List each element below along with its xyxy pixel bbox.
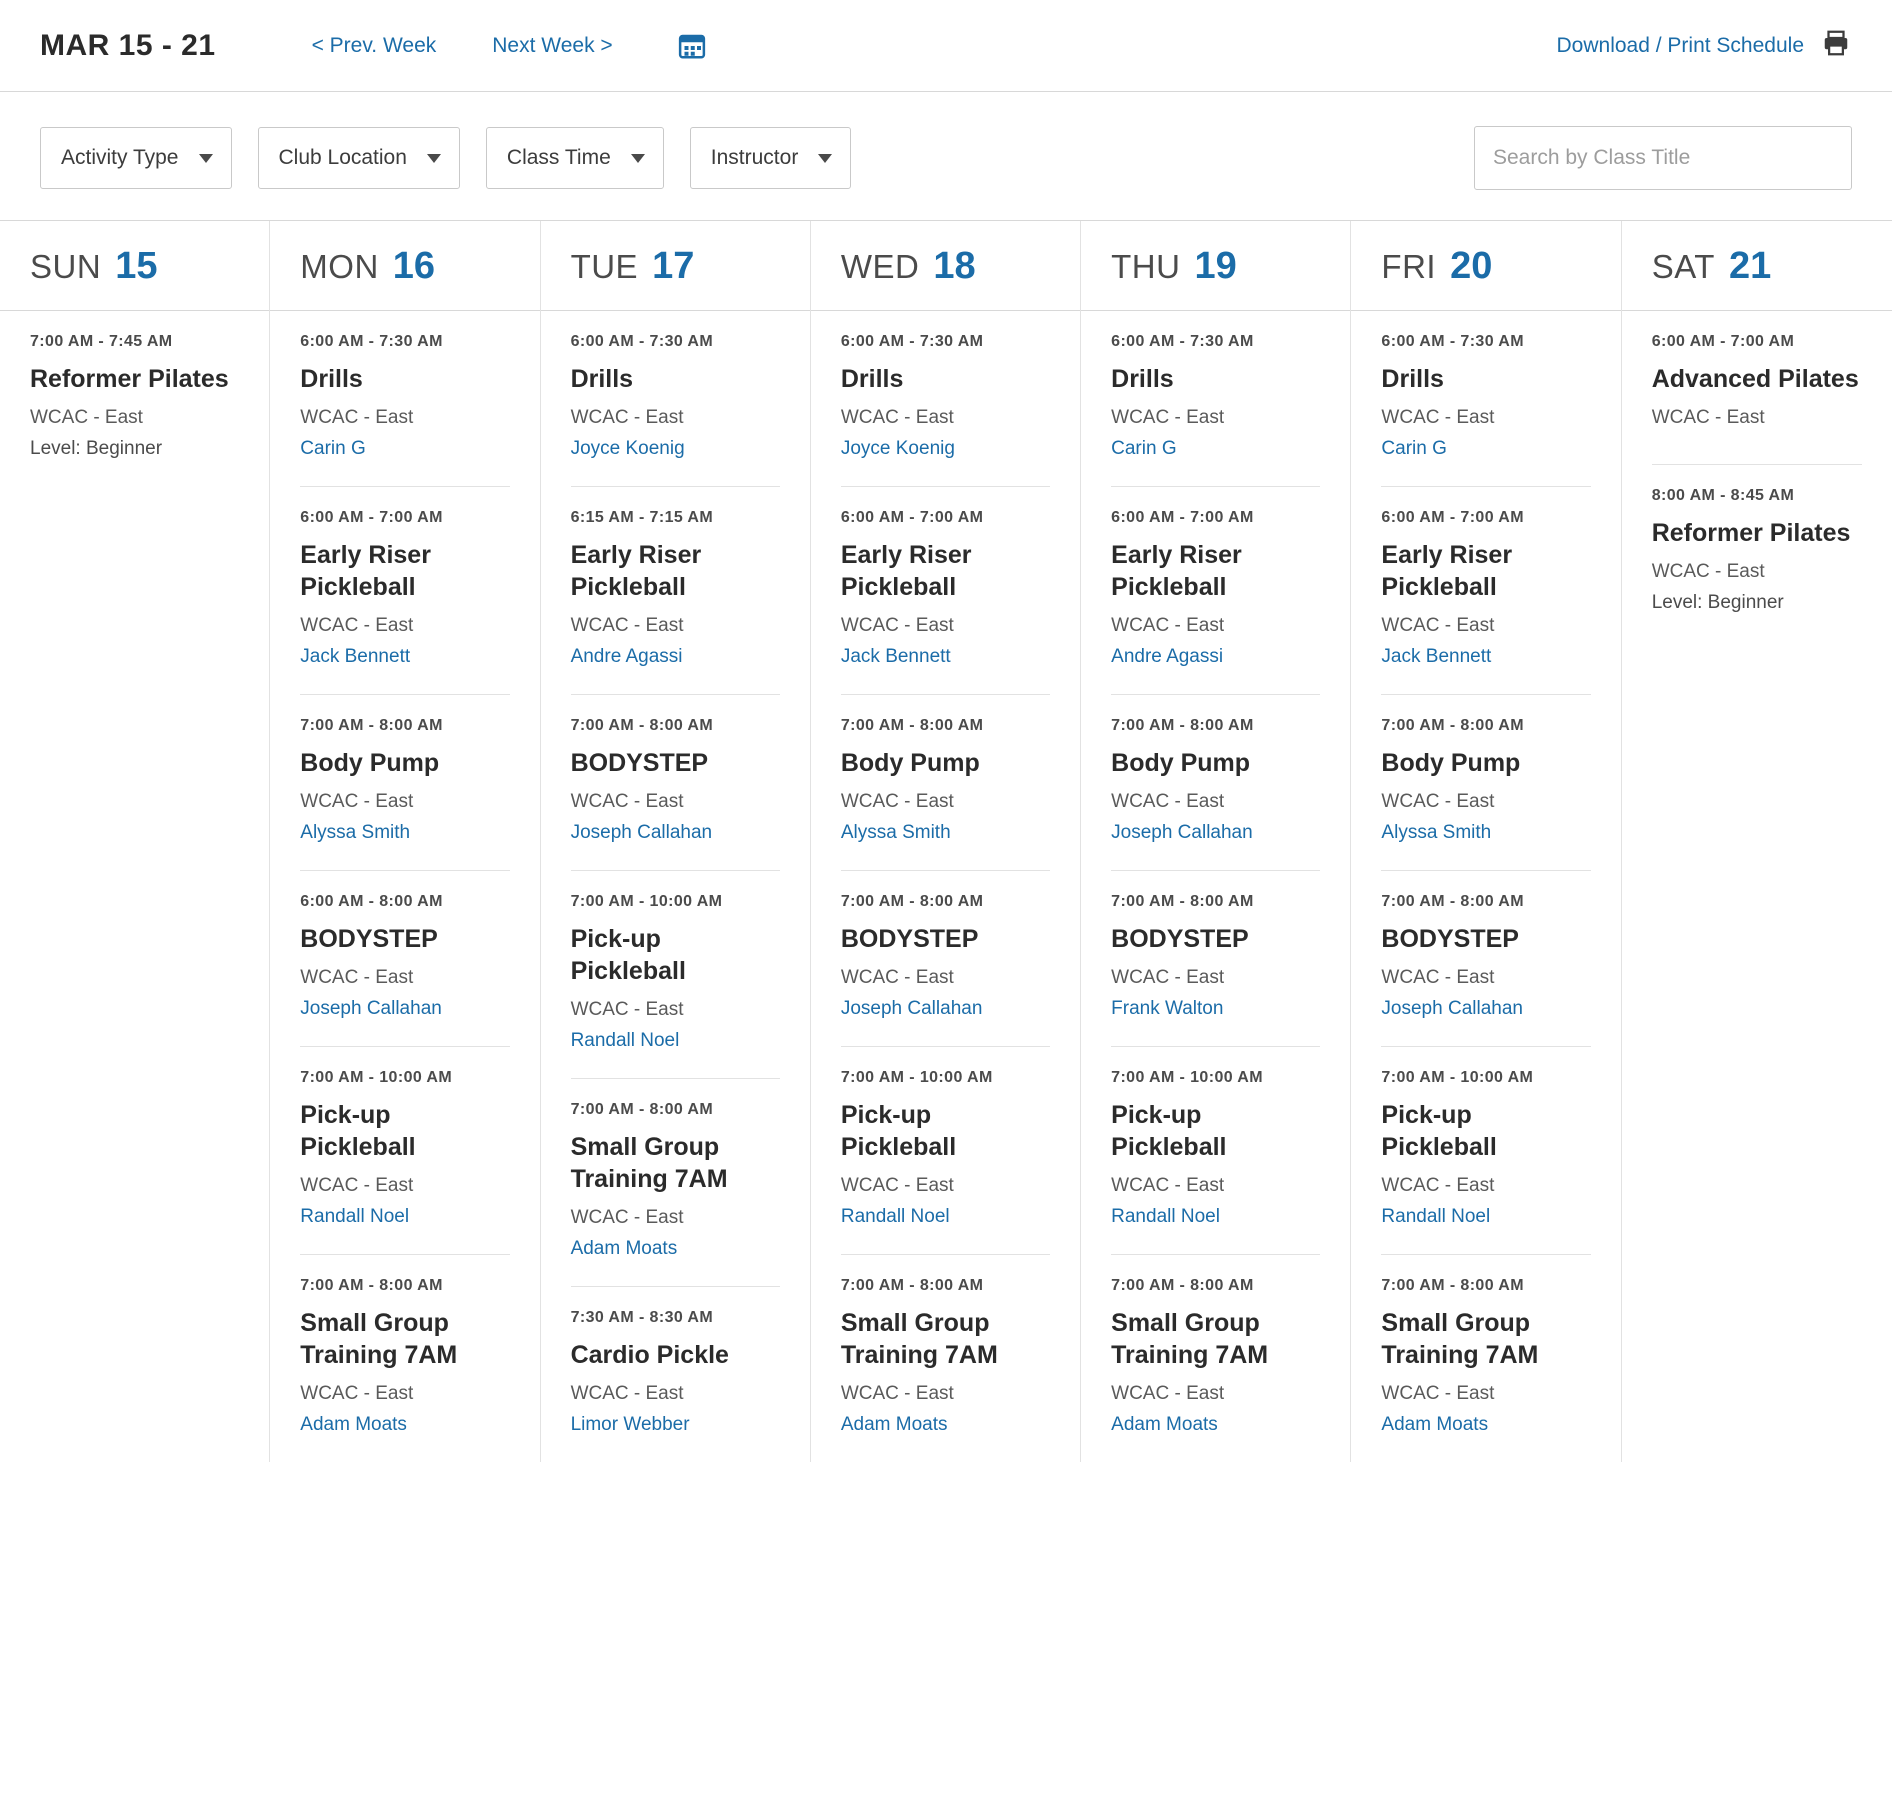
event-title[interactable]: Pick-up Pickleball: [840, 1101, 957, 1161]
download-print-schedule-link[interactable]: Download / Print Schedule: [1556, 33, 1804, 57]
class-time-label: Class Time: [506, 146, 611, 169]
day-name: SAT: [1651, 248, 1715, 285]
event-location: WCAC - East: [1651, 407, 1765, 428]
class-event-card[interactable]: [841, 311, 1050, 487]
print-schedule-group[interactable]: [1557, 28, 1852, 63]
event-title[interactable]: BODYSTEP: [840, 925, 979, 953]
event-instructor-link[interactable]: Carin G: [1111, 438, 1177, 459]
event-time: 7:00 AM - 8:00 AM: [300, 1277, 443, 1294]
event-time: 7:00 AM - 8:00 AM: [840, 717, 984, 734]
class-event-card[interactable]: [1111, 871, 1320, 1047]
event-instructor-link[interactable]: Andre Agassi: [570, 646, 683, 667]
next-week-link[interactable]: Next Week >: [492, 33, 613, 57]
event-title[interactable]: Pick-up Pickleball: [570, 925, 686, 985]
day-column-tue: [541, 221, 811, 1462]
event-location: WCAC - East: [300, 1383, 414, 1404]
class-event-card[interactable]: [1381, 311, 1590, 487]
event-title[interactable]: BODYSTEP: [1111, 925, 1249, 953]
event-time: 6:00 AM - 7:00 AM: [1111, 509, 1254, 526]
event-location: WCAC - East: [840, 615, 954, 636]
day-name: SUN: [30, 248, 102, 285]
day-events: [811, 311, 1080, 1462]
event-time: 6:00 AM - 7:30 AM: [840, 333, 984, 350]
day-events: [0, 311, 269, 486]
day-column-mon: [270, 221, 540, 1462]
event-location: WCAC - East: [840, 1175, 954, 1196]
day-events: [1351, 311, 1620, 1462]
day-column-sun: [0, 221, 270, 1462]
event-location: WCAC - East: [300, 791, 414, 812]
day-number: 21: [1728, 245, 1772, 287]
class-event-card[interactable]: [571, 311, 780, 487]
chevron-down-icon: [427, 154, 441, 163]
filter-bar: [0, 92, 1892, 220]
event-time: 7:00 AM - 8:00 AM: [570, 717, 714, 734]
day-number: 20: [1450, 245, 1493, 287]
event-title[interactable]: Body Pump: [300, 749, 440, 777]
event-location: WCAC - East: [300, 967, 414, 988]
class-event-card[interactable]: [1111, 695, 1320, 871]
event-title[interactable]: Drills: [840, 365, 904, 393]
event-title[interactable]: Pick-up Pickleball: [300, 1101, 416, 1161]
search-input[interactable]: [1474, 126, 1852, 190]
event-location: WCAC - East: [570, 791, 684, 812]
event-title[interactable]: Small Group Training 7AM: [570, 1133, 728, 1193]
event-level: Level: Beginner: [30, 438, 163, 459]
class-event-card[interactable]: [1381, 871, 1590, 1047]
event-time: 7:00 AM - 8:00 AM: [840, 893, 984, 910]
day-header: [1622, 221, 1892, 311]
event-instructor-link[interactable]: Jack Bennett: [840, 646, 951, 667]
event-title[interactable]: Reformer Pilates: [30, 365, 229, 393]
day-events: [541, 311, 810, 1462]
event-title[interactable]: Small Group Training 7AM: [1381, 1309, 1539, 1369]
event-instructor-link[interactable]: Joyce Koenig: [570, 438, 685, 459]
event-location: WCAC - East: [1111, 967, 1225, 988]
class-time-select[interactable]: [486, 127, 664, 189]
event-location: WCAC - East: [300, 615, 414, 636]
event-time: 7:00 AM - 8:00 AM: [1381, 1277, 1524, 1294]
event-time: 6:00 AM - 7:30 AM: [1381, 333, 1524, 350]
event-instructor-link[interactable]: Adam Moats: [1111, 1414, 1218, 1435]
event-instructor-link[interactable]: Joseph Callahan: [1381, 998, 1523, 1019]
club-location-label: Club Location: [278, 146, 407, 169]
event-time: 7:00 AM - 8:00 AM: [300, 717, 443, 734]
event-instructor-link[interactable]: Joseph Callahan: [300, 998, 442, 1019]
class-event-card[interactable]: [1111, 311, 1320, 487]
event-location: WCAC - East: [570, 1207, 684, 1228]
class-event-card[interactable]: [1111, 1047, 1320, 1255]
event-title[interactable]: BODYSTEP: [1381, 925, 1519, 953]
event-title[interactable]: Drills: [300, 365, 363, 393]
event-title[interactable]: Cardio Pickle: [570, 1341, 729, 1369]
event-instructor-link[interactable]: Limor Webber: [570, 1414, 690, 1435]
class-event-card[interactable]: [571, 487, 780, 695]
event-location: WCAC - East: [300, 1175, 414, 1196]
class-event-card[interactable]: [1111, 1255, 1320, 1462]
event-instructor-link[interactable]: Randall Noel: [840, 1206, 950, 1227]
day-number: 17: [652, 245, 695, 287]
class-event-card[interactable]: [300, 1255, 509, 1462]
instructor-select[interactable]: [690, 127, 852, 189]
day-header: [541, 221, 810, 311]
event-time: 6:00 AM - 7:00 AM: [1651, 333, 1795, 350]
event-time: 6:00 AM - 7:00 AM: [1381, 509, 1524, 526]
event-instructor-link[interactable]: Randall Noel: [1111, 1206, 1220, 1227]
event-instructor-link[interactable]: Alyssa Smith: [300, 822, 411, 843]
event-time: 7:00 AM - 8:00 AM: [1111, 893, 1254, 910]
event-location: WCAC - East: [840, 407, 954, 428]
class-event-card[interactable]: [300, 695, 509, 871]
event-instructor-link[interactable]: Joseph Callahan: [1111, 822, 1253, 843]
event-time: 6:00 AM - 7:30 AM: [570, 333, 714, 350]
instructor-label: Instructor: [710, 146, 799, 169]
event-location: WCAC - East: [1651, 561, 1765, 582]
event-title[interactable]: Pick-up Pickleball: [1381, 1101, 1497, 1161]
event-instructor-link[interactable]: Adam Moats: [570, 1238, 678, 1259]
event-instructor-link[interactable]: Jack Bennett: [300, 646, 411, 667]
day-events: [1081, 311, 1350, 1462]
event-instructor-link[interactable]: Randall Noel: [1381, 1206, 1491, 1227]
event-instructor-link[interactable]: Adam Moats: [300, 1414, 407, 1435]
weekly-schedule-grid: [0, 220, 1892, 1462]
event-location: WCAC - East: [30, 407, 143, 428]
event-title[interactable]: BODYSTEP: [300, 925, 438, 953]
event-time: 7:00 AM - 8:00 AM: [840, 1277, 984, 1294]
event-location: WCAC - East: [1381, 791, 1495, 812]
activity-type-label: Activity Type: [61, 146, 179, 169]
day-header: [270, 221, 539, 311]
class-event-card[interactable]: [1652, 311, 1862, 465]
event-title[interactable]: Early Riser Pickleball: [840, 541, 972, 601]
event-title[interactable]: Early Riser Pickleball: [1111, 541, 1242, 601]
event-time: 7:00 AM - 8:00 AM: [1381, 717, 1524, 734]
class-event-card[interactable]: [841, 871, 1050, 1047]
event-title[interactable]: Early Riser Pickleball: [570, 541, 702, 601]
chevron-down-icon: [631, 154, 645, 163]
event-title[interactable]: Drills: [570, 365, 634, 393]
event-location: WCAC - East: [1381, 407, 1495, 428]
event-location: WCAC - East: [1381, 1383, 1495, 1404]
event-time: 6:00 AM - 7:30 AM: [1111, 333, 1254, 350]
week-range-title: MAR 15 - 21: [40, 28, 216, 62]
event-time: 7:00 AM - 8:00 AM: [1111, 1277, 1254, 1294]
event-time: 7:00 AM - 7:45 AM: [30, 333, 173, 350]
event-location: WCAC - East: [1111, 1175, 1225, 1196]
day-name: WED: [840, 248, 920, 285]
day-name: MON: [300, 248, 379, 285]
event-time: 7:00 AM - 8:00 AM: [570, 1101, 714, 1118]
event-title[interactable]: Reformer Pilates: [1651, 519, 1851, 547]
day-header: [1351, 221, 1620, 311]
class-event-card[interactable]: [300, 311, 509, 487]
class-event-card[interactable]: [841, 695, 1050, 871]
event-title[interactable]: Small Group Training 7AM: [840, 1309, 998, 1369]
day-name: THU: [1111, 248, 1181, 285]
chevron-down-icon: [199, 154, 213, 163]
event-location: WCAC - East: [570, 1383, 684, 1404]
event-location: WCAC - East: [840, 1383, 954, 1404]
day-events: [1622, 311, 1892, 640]
class-event-card[interactable]: [571, 695, 780, 871]
class-event-card[interactable]: [1381, 1047, 1590, 1255]
event-title[interactable]: Small Group Training 7AM: [300, 1309, 458, 1369]
day-column-fri: [1351, 221, 1621, 1462]
class-event-card[interactable]: [30, 311, 239, 486]
event-instructor-link[interactable]: Randall Noel: [300, 1206, 410, 1227]
event-time: 7:00 AM - 10:00 AM: [1111, 1069, 1263, 1086]
event-instructor-link[interactable]: Randall Noel: [570, 1030, 680, 1051]
event-instructor-link[interactable]: Adam Moats: [840, 1414, 948, 1435]
event-time: 7:00 AM - 10:00 AM: [300, 1069, 453, 1086]
event-title[interactable]: Small Group Training 7AM: [1111, 1309, 1269, 1369]
event-instructor-link[interactable]: Carin G: [1381, 438, 1447, 459]
event-title[interactable]: Body Pump: [1111, 749, 1251, 777]
class-event-card[interactable]: [571, 1079, 780, 1287]
event-location: WCAC - East: [570, 615, 684, 636]
event-instructor-link[interactable]: Frank Walton: [1111, 998, 1224, 1019]
event-title[interactable]: Pick-up Pickleball: [1111, 1101, 1227, 1161]
club-location-select[interactable]: [258, 127, 460, 189]
event-location: WCAC - East: [840, 967, 954, 988]
event-time: 6:00 AM - 7:00 AM: [840, 509, 984, 526]
event-time: 7:00 AM - 8:00 AM: [1111, 717, 1254, 734]
day-number: 15: [115, 245, 158, 287]
event-location: WCAC - East: [1111, 1383, 1225, 1404]
event-location: WCAC - East: [300, 407, 414, 428]
class-event-card[interactable]: [841, 1255, 1050, 1462]
event-instructor-link[interactable]: Carin G: [300, 438, 366, 459]
prev-week-link[interactable]: < Prev. Week: [311, 33, 437, 57]
event-time: 7:00 AM - 10:00 AM: [840, 1069, 993, 1086]
class-event-card[interactable]: [841, 1047, 1050, 1255]
event-location: WCAC - East: [1381, 615, 1495, 636]
class-event-card[interactable]: [841, 487, 1050, 695]
class-event-card[interactable]: [571, 1287, 780, 1462]
event-time: 7:30 AM - 8:30 AM: [570, 1309, 714, 1326]
class-event-card[interactable]: [571, 871, 780, 1079]
event-title[interactable]: Early Riser Pickleball: [1381, 541, 1513, 601]
day-header: [811, 221, 1080, 311]
event-instructor-link[interactable]: Adam Moats: [1381, 1414, 1489, 1435]
event-instructor-link[interactable]: Joseph Callahan: [570, 822, 713, 843]
event-instructor-link[interactable]: Joseph Callahan: [840, 998, 983, 1019]
event-title[interactable]: Body Pump: [1381, 749, 1521, 777]
day-column-thu: [1081, 221, 1351, 1462]
class-event-card[interactable]: [300, 487, 509, 695]
event-title[interactable]: Early Riser Pickleball: [300, 541, 431, 601]
day-events: [270, 311, 539, 1462]
event-title[interactable]: BODYSTEP: [570, 749, 709, 777]
event-location: WCAC - East: [570, 407, 684, 428]
event-location: WCAC - East: [1111, 407, 1225, 428]
day-name: FRI: [1381, 248, 1437, 285]
event-title[interactable]: Drills: [1111, 365, 1174, 393]
day-header: [0, 221, 269, 311]
event-time: 6:00 AM - 7:00 AM: [300, 509, 443, 526]
day-column-sat: [1622, 221, 1892, 1462]
schedule-header: [0, 0, 1892, 92]
event-title[interactable]: Body Pump: [840, 749, 980, 777]
calendar-icon[interactable]: [677, 31, 707, 61]
event-title[interactable]: Advanced Pilates: [1651, 365, 1859, 393]
event-time: 8:00 AM - 8:45 AM: [1651, 487, 1795, 504]
printer-icon[interactable]: [1820, 28, 1852, 63]
event-location: WCAC - East: [1111, 791, 1225, 812]
event-time: 7:00 AM - 8:00 AM: [1381, 893, 1524, 910]
event-title[interactable]: Drills: [1381, 365, 1444, 393]
event-instructor-link[interactable]: Andre Agassi: [1111, 646, 1224, 667]
event-level: Level: Beginner: [1651, 592, 1784, 613]
event-location: WCAC - East: [1381, 967, 1495, 988]
event-time: 7:00 AM - 10:00 AM: [570, 893, 723, 910]
day-number: 16: [392, 245, 436, 287]
day-number: 18: [933, 245, 976, 287]
event-instructor-link[interactable]: Joyce Koenig: [840, 438, 955, 459]
class-event-card[interactable]: [1652, 465, 1862, 640]
chevron-down-icon: [818, 154, 832, 163]
event-instructor-link[interactable]: Jack Bennett: [1381, 646, 1492, 667]
day-column-wed: [811, 221, 1081, 1462]
class-event-card[interactable]: [300, 1047, 509, 1255]
event-location: WCAC - East: [1111, 615, 1225, 636]
class-event-card[interactable]: [300, 871, 509, 1047]
day-header: [1081, 221, 1350, 311]
class-event-card[interactable]: [1381, 695, 1590, 871]
activity-type-select[interactable]: [40, 127, 232, 189]
event-location: WCAC - East: [1381, 1175, 1495, 1196]
event-instructor-link[interactable]: Alyssa Smith: [840, 822, 951, 843]
event-instructor-link[interactable]: Alyssa Smith: [1381, 822, 1492, 843]
event-time: 6:15 AM - 7:15 AM: [570, 509, 714, 526]
day-number: 19: [1194, 245, 1237, 287]
class-event-card[interactable]: [1381, 1255, 1590, 1462]
event-location: WCAC - East: [840, 791, 954, 812]
event-location: WCAC - East: [570, 999, 684, 1020]
class-event-card[interactable]: [1381, 487, 1590, 695]
event-time: 7:00 AM - 10:00 AM: [1381, 1069, 1534, 1086]
day-name: TUE: [570, 248, 639, 285]
event-time: 6:00 AM - 7:30 AM: [300, 333, 443, 350]
class-event-card[interactable]: [1111, 487, 1320, 695]
event-time: 6:00 AM - 8:00 AM: [300, 893, 443, 910]
